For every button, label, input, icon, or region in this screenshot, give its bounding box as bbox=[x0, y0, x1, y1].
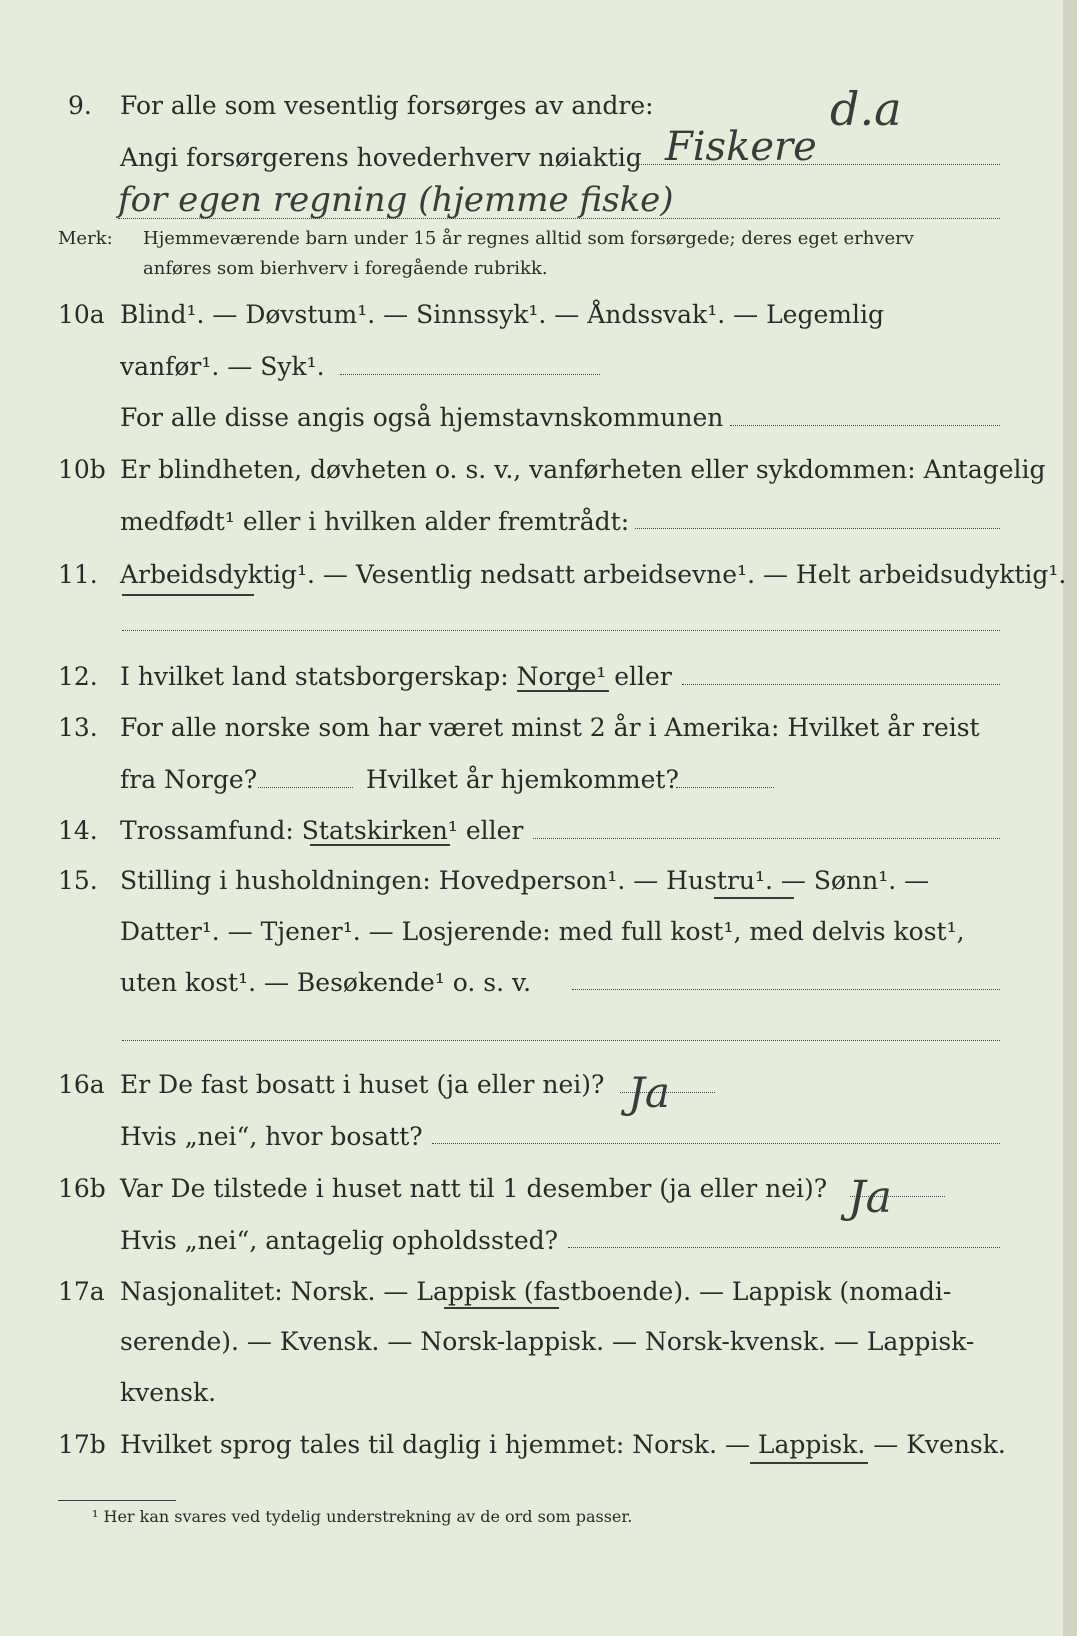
q17b-text-1: Hvilket sprog tales til daglig i hjemmet: Norsk. — Lappisk. — Kvensk. bbox=[120, 1430, 1006, 1459]
q11-extra-line bbox=[122, 630, 1000, 631]
q13-return-line bbox=[676, 787, 774, 788]
q16a-text-1: Er De fast bosatt i huset (ja eller nei)? bbox=[120, 1070, 605, 1099]
q14-number: 14. bbox=[58, 816, 98, 845]
handwritten-16a-answer: Ja bbox=[628, 1068, 670, 1117]
q10a-number: 10a bbox=[58, 300, 105, 329]
q15-extra-line bbox=[122, 1040, 1000, 1041]
q14-underline-statskirken bbox=[310, 844, 450, 846]
q14-text-1: Trossamfund: Statskirken¹ eller bbox=[120, 816, 524, 845]
q10b-text-1: Er blindheten, døvheten o. s. v., vanførheten eller sykdommen: Antagelig bbox=[120, 455, 1046, 484]
q10b-number: 10b bbox=[58, 455, 106, 484]
q12-underline-norge bbox=[517, 690, 609, 692]
q10a-text-2: vanfør¹. — Syk¹. bbox=[120, 352, 325, 381]
q10a-text-1: Blind¹. — Døvstum¹. — Sinnssyk¹. — Åndssvak¹. — Legemlig bbox=[120, 300, 884, 329]
q10b-text-2: medfødt¹ eller i hvilken alder fremtrådt: bbox=[120, 507, 630, 536]
q17a-text-1: Nasjonalitet: Norsk. — Lappisk (fastboende). — Lappisk (nomadi- bbox=[120, 1277, 952, 1306]
q16a-number: 16a bbox=[58, 1070, 105, 1099]
merk-text-2: anføres som bierhverv i foregående rubrikk. bbox=[143, 258, 548, 279]
q17a-number: 17a bbox=[58, 1277, 105, 1306]
q13-text-2a: fra Norge? bbox=[120, 765, 258, 794]
handwritten-occupation: Fiskere bbox=[665, 124, 817, 170]
merk-text-1: Hjemmeværende barn under 15 år regnes alltid som forsørgede; deres eget erhverv bbox=[143, 228, 914, 249]
q11-text-1: Arbeidsdyktig¹. — Vesentlig nedsatt arbeidsevne¹. — Helt arbeidsudyktig¹. bbox=[120, 560, 1067, 589]
q9-number: 9. bbox=[68, 91, 92, 120]
q13-number: 13. bbox=[58, 713, 98, 742]
footnote-rule bbox=[58, 1500, 176, 1501]
merk-label: Merk: bbox=[58, 228, 113, 249]
q10a-municipality-line bbox=[730, 425, 1000, 426]
q10b-age-line bbox=[635, 528, 1000, 529]
q16b-text-2: Hvis „nei“, antagelig opholdssted? bbox=[120, 1226, 559, 1255]
handwritten-da: d.a bbox=[830, 82, 902, 136]
q9-text-2: Angi forsørgerens hovederhverv nøiaktig bbox=[120, 143, 642, 172]
q17b-number: 17b bbox=[58, 1430, 106, 1459]
q17a-underline-lappisk bbox=[444, 1307, 559, 1309]
q12-text-1: I hvilket land statsborgerskap: Norge¹ eller bbox=[120, 662, 672, 691]
q10a-sick-line bbox=[340, 374, 600, 375]
q16b-whereabouts-line bbox=[568, 1247, 1000, 1248]
q17a-text-3: kvensk. bbox=[120, 1378, 217, 1407]
q9-extra-line bbox=[118, 218, 1000, 219]
q13-text-2b: Hvilket år hjemkommet? bbox=[366, 765, 679, 794]
q16a-text-2: Hvis „nei“, hvor bosatt? bbox=[120, 1122, 423, 1151]
q13-left-line bbox=[258, 787, 353, 788]
q10a-text-3: For alle disse angis også hjemstavnskommunen bbox=[120, 403, 724, 432]
q13-text-1: For alle norske som har været minst 2 år i Amerika: Hvilket år reist bbox=[120, 713, 980, 742]
q15-text-2: Datter¹. — Tjener¹. — Losjerende: med full kost¹, med delvis kost¹, bbox=[120, 917, 965, 946]
q16b-text-1: Var De tilstede i huset natt til 1 desember (ja eller nei)? bbox=[120, 1174, 828, 1203]
q16b-number: 16b bbox=[58, 1174, 106, 1203]
page-edge bbox=[1063, 0, 1077, 1636]
q14-faith-line bbox=[533, 838, 1000, 839]
q17b-underline-lappisk bbox=[750, 1462, 868, 1464]
q12-number: 12. bbox=[58, 662, 98, 691]
q9-text-1: For alle som vesentlig forsørges av andre: bbox=[120, 91, 654, 120]
q15-position-line bbox=[572, 989, 1000, 990]
handwritten-16b-answer: Ja bbox=[848, 1172, 892, 1223]
q15-number: 15. bbox=[58, 866, 98, 895]
q15-underline-hustru bbox=[714, 897, 794, 899]
q11-underline-arbeidsdyktig bbox=[122, 594, 254, 596]
q15-text-3: uten kost¹. — Besøkende¹ o. s. v. bbox=[120, 968, 532, 997]
q16a-residence-line bbox=[432, 1143, 1000, 1144]
q12-country-line bbox=[682, 684, 1000, 685]
q11-number: 11. bbox=[58, 560, 98, 589]
q17a-text-2: serende). — Kvensk. — Norsk-lappisk. — Norsk-kvensk. — Lappisk- bbox=[120, 1327, 975, 1356]
q15-text-1: Stilling i husholdningen: Hovedperson¹. — Hustru¹. — Sønn¹. — bbox=[120, 866, 930, 895]
footnote: ¹ Her kan svares ved tydelig understrekning av de ord som passer. bbox=[92, 1507, 633, 1526]
handwritten-occupation-detail: for egen regning (hjemme fiske) bbox=[118, 180, 674, 220]
